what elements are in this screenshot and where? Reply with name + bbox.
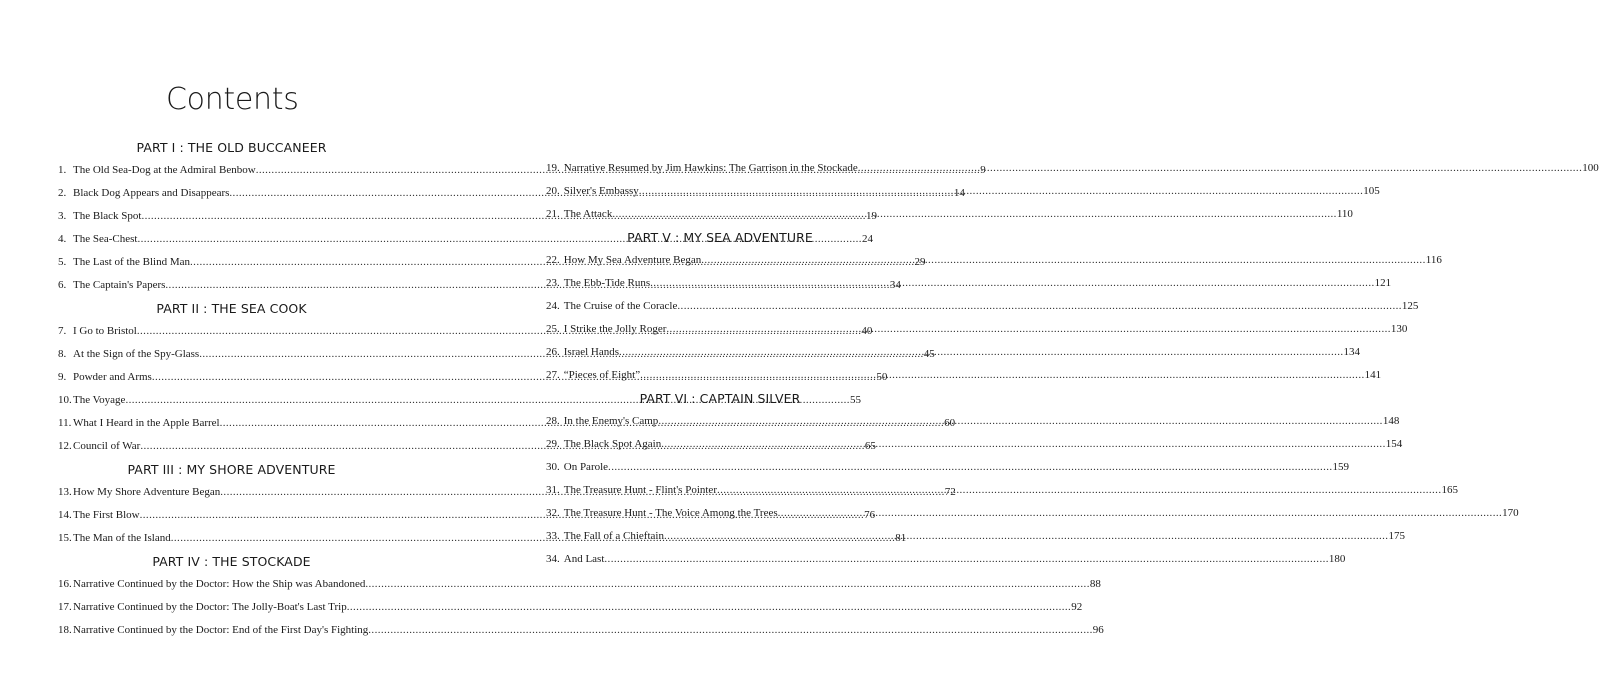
page-number: 24 (861, 233, 873, 245)
page-number: 9 (980, 164, 986, 176)
chapter-number: 20. (546, 185, 560, 197)
toc-entry[interactable] (546, 157, 1599, 180)
chapter-number: 6. (58, 279, 67, 291)
chapter-title: The Black Spot Again (563, 438, 662, 450)
dot-leader (347, 596, 1072, 619)
chapter-title: Narrative Continued by the Doctor: End of the First Day's Fighting (73, 624, 369, 636)
page-number: 29 (914, 256, 926, 268)
chapter-number: 17. (58, 601, 72, 613)
dot-leader (640, 364, 1365, 387)
chapter-title: The Man of the Island (73, 532, 171, 544)
chapter-number: 21. (546, 208, 560, 220)
chapter-number: 5. (58, 256, 67, 268)
page-number: 180 (1328, 553, 1346, 565)
dot-leader (677, 295, 1402, 318)
chapter-number: 7. (58, 325, 67, 337)
chapter-title: On Parole (563, 461, 609, 473)
page-number: 170 (1502, 507, 1519, 519)
dot-leader (365, 573, 1090, 596)
dot-leader (661, 433, 1386, 456)
chapter-title: And Last (563, 553, 605, 565)
dot-leader (612, 203, 1337, 226)
page-number: 141 (1364, 369, 1382, 381)
chapter-number: 26. (546, 346, 560, 358)
dot-leader (664, 525, 1389, 548)
chapter-number: 1. (58, 164, 67, 176)
page-number: 100 (1582, 162, 1599, 174)
page-number: 40 (861, 325, 873, 337)
chapter-number: 12. (58, 440, 72, 452)
dot-leader (368, 619, 1093, 642)
chapter-title: Narrative Continued by the Doctor: How the Ship was Abandoned (73, 578, 366, 590)
chapter-number: 16. (58, 578, 72, 590)
toc-entry[interactable] (546, 295, 1419, 318)
page-number: 34 (889, 279, 901, 291)
chapter-number: 13. (58, 486, 72, 498)
page-number: 65 (864, 440, 876, 452)
chapter-title: The Fall of a Chieftain (563, 530, 664, 542)
chapter-number: 30. (546, 461, 560, 473)
page-number: 76 (864, 509, 876, 521)
page-number: 125 (1401, 300, 1419, 312)
page-number: 110 (1336, 208, 1353, 220)
dot-leader (701, 249, 1426, 272)
page-number: 154 (1385, 438, 1403, 450)
toc-entry[interactable] (58, 573, 1101, 596)
page-number: 55 (849, 394, 861, 406)
page-number: 88 (1089, 578, 1101, 590)
chapter-number: 32. (546, 507, 560, 519)
chapter-title: What I Heard in the Apple Barrel (73, 417, 220, 429)
dot-leader (778, 502, 1503, 525)
dot-leader (619, 341, 1344, 364)
chapter-number: 10. (58, 394, 72, 406)
chapter-number: 18. (58, 624, 72, 636)
dot-leader (604, 548, 1329, 571)
part-heading: PART IV : THE STOCKADE (152, 554, 311, 569)
chapter-title: Narrative Resumed by Jim Hawkins: The Garrison in the Stockade (563, 162, 858, 174)
dot-leader (608, 456, 1333, 479)
chapter-number: 31. (546, 484, 560, 496)
chapter-title: “Pieces of Eight” (563, 369, 641, 381)
chapter-title: At the Sign of the Spy-Glass (73, 348, 200, 360)
chapter-title: Black Dog Appears and Disappears (73, 187, 230, 199)
page-number: 175 (1388, 530, 1405, 542)
part-heading: PART VI : CAPTAIN SILVER (639, 391, 801, 406)
part-heading: PART I : THE OLD BUCCANEER (136, 140, 327, 155)
toc-entry[interactable] (546, 364, 1382, 387)
chapter-number: 23. (546, 277, 560, 289)
chapter-number: 28. (546, 415, 560, 427)
chapter-title: How My Shore Adventure Began (73, 486, 221, 498)
page-number: 159 (1332, 461, 1350, 473)
chapter-title: Council of War (73, 440, 141, 452)
chapter-title: The Ebb-Tide Runs (563, 277, 651, 289)
page-number: 148 (1382, 415, 1400, 427)
chapter-title: The Attack (563, 208, 613, 220)
page-number: 165 (1441, 484, 1458, 496)
page-number: 45 (923, 348, 935, 360)
page-number: 130 (1390, 323, 1408, 335)
chapter-number: 2. (58, 187, 67, 199)
chapter-title: The Treasure Hunt - Flint's Pointer (563, 484, 717, 496)
chapter-title: Narrative Continued by the Doctor: The Jolly-Boat's Last Trip (73, 601, 347, 613)
page-number: 50 (876, 371, 888, 383)
chapter-number: 15. (58, 532, 72, 544)
chapter-number: 25. (546, 323, 560, 335)
page-number: 81 (895, 532, 907, 544)
dot-leader (717, 479, 1442, 502)
chapter-title: The Cruise of the Coracle (563, 300, 678, 312)
page-number: 134 (1343, 346, 1361, 358)
page-number: 92 (1071, 601, 1083, 613)
chapter-number: 9. (58, 371, 67, 383)
dot-leader (666, 318, 1391, 341)
toc-entry[interactable] (546, 433, 1403, 456)
chapter-number: 33. (546, 530, 560, 542)
chapter-number: 24. (546, 300, 560, 312)
chapter-title: Israel Hands (563, 346, 620, 358)
chapter-number: 29. (546, 438, 560, 450)
chapter-title: The Old Sea-Dog at the Admiral Benbow (73, 164, 256, 176)
page-number: 60 (944, 417, 956, 429)
page-number: 105 (1363, 185, 1380, 197)
toc-entry[interactable] (546, 502, 1519, 525)
toc-entry[interactable] (546, 318, 1408, 341)
toc-entry[interactable] (546, 548, 1346, 571)
part-heading: PART II : THE SEA COOK (156, 301, 307, 316)
chapter-title: The Sea-Chest (73, 233, 138, 245)
chapter-title: Silver's Embassy (563, 185, 639, 197)
chapter-number: 3. (58, 210, 67, 222)
chapter-title: The Last of the Blind Man (73, 256, 191, 268)
toc-entry[interactable] (546, 203, 1353, 226)
chapter-number: 34. (546, 553, 560, 565)
chapter-number: 8. (58, 348, 67, 360)
chapter-number: 4. (58, 233, 67, 245)
page-number: 116 (1425, 254, 1442, 266)
chapter-title: The Black Spot (73, 210, 142, 222)
chapter-title: In the Enemy's Camp (563, 415, 659, 427)
chapter-title: The Captain's Papers (73, 279, 166, 291)
chapter-title: I Strike the Jolly Roger (563, 323, 667, 335)
chapter-title: I Go to Bristol (73, 325, 137, 337)
part-heading: PART V : MY SEA ADVENTURE (627, 230, 813, 245)
chapter-title: Powder and Arms (73, 371, 152, 383)
chapter-number: 11. (58, 417, 72, 429)
chapter-title: How My Sea Adventure Began (563, 254, 702, 266)
toc-entry[interactable] (58, 596, 1083, 619)
page-number: 121 (1374, 277, 1392, 289)
toc-entry[interactable] (58, 619, 1104, 642)
chapter-number: 19. (546, 162, 560, 174)
page-number: 96 (1092, 624, 1104, 636)
part-heading: PART III : MY SHORE ADVENTURE (127, 462, 336, 477)
dot-leader (650, 272, 1375, 295)
chapter-number: 22. (546, 254, 560, 266)
chapter-title: The Voyage (73, 394, 126, 406)
dot-leader (639, 180, 1364, 203)
chapter-number: 27. (546, 369, 560, 381)
chapter-title: The Treasure Hunt - The Voice Among the Trees (563, 507, 778, 519)
toc-entry[interactable] (546, 456, 1350, 479)
dot-leader (858, 157, 1583, 180)
page-number: 72 (944, 486, 956, 498)
page-title: Contents (166, 82, 299, 117)
page-number: 14 (953, 187, 965, 199)
chapter-title: The First Blow (73, 509, 140, 521)
chapter-number: 14. (58, 509, 72, 521)
page-number: 19 (865, 210, 877, 222)
dot-leader (658, 410, 1383, 433)
